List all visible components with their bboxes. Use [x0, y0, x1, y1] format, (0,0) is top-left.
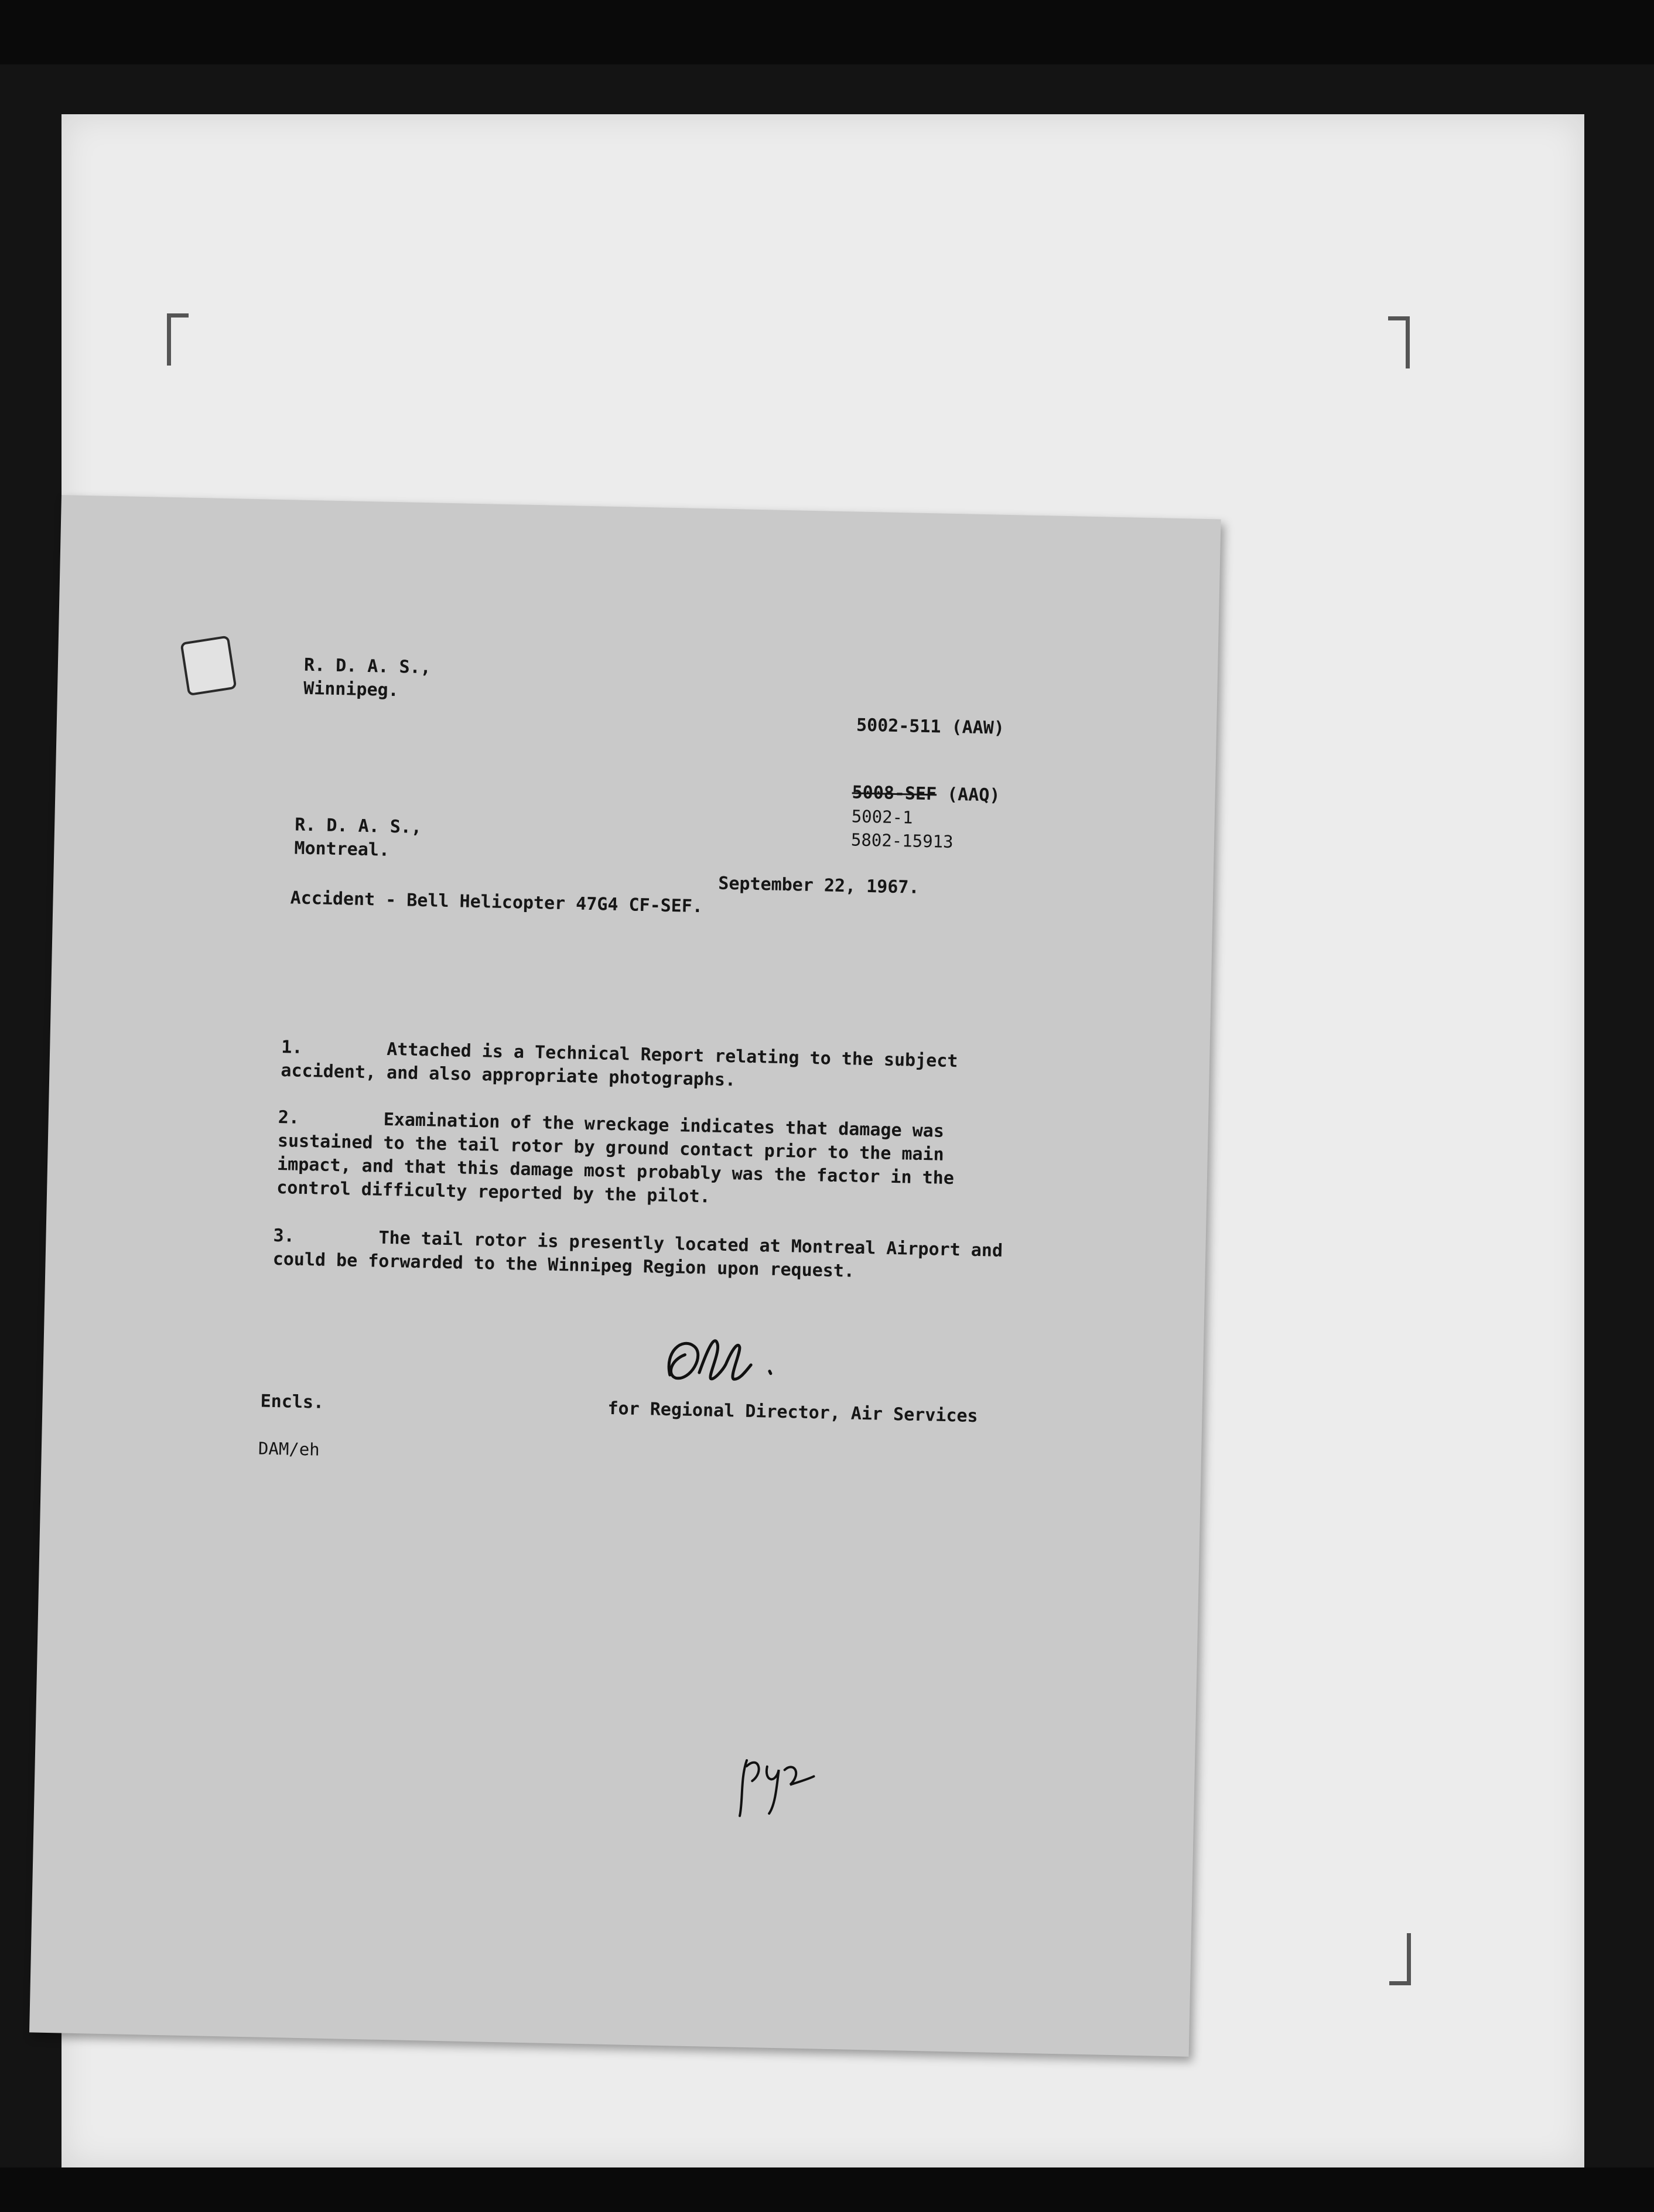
- file-reference-3: 5002-1: [851, 806, 913, 828]
- handwritten-page-notation: [734, 1749, 823, 1821]
- file-reference-1: 5002-511 (AAW): [856, 715, 1005, 739]
- letter-subject: Accident - Bell Helicopter 47G4 CF-SEF.: [290, 887, 703, 917]
- paragraph-2-number: 2.: [278, 1107, 300, 1128]
- crop-mark-top-right: [1388, 316, 1410, 368]
- film-border-bottom: [0, 2167, 1654, 2212]
- file-reference-4: 5802-15913: [850, 830, 954, 852]
- paragraph-3: [272, 1224, 1005, 1286]
- paragraph-2: [276, 1106, 1010, 1215]
- paper-clip-mark: [180, 635, 237, 696]
- paragraph-1-number: 1.: [281, 1037, 303, 1058]
- crop-mark-bottom-right: [1389, 1933, 1411, 1985]
- file-reference-2-struck: 5008-SEF: [852, 782, 937, 805]
- file-reference-2-suffix: (AAQ): [936, 784, 1000, 806]
- crop-mark-top-left: [167, 313, 189, 366]
- paragraph-3-number: 3.: [273, 1225, 295, 1247]
- signed-for-line: for Regional Director, Air Services: [607, 1398, 978, 1427]
- enclosures-label: Encls.: [260, 1391, 324, 1413]
- signature: [658, 1328, 788, 1395]
- typist-initials: DAM/eh: [258, 1438, 320, 1460]
- paragraph-2-text: Examination of the wreckage indicates that damage was sustained to the tail rotor by ground contact prior to the main impact, and that this damage most probably was the factor in the control difficulty reported by the pilot.: [276, 1109, 955, 1207]
- file-reference-2: [852, 781, 1000, 807]
- letter-page: [29, 495, 1221, 2057]
- to-address-line1: R. D. A. S.,: [294, 814, 422, 838]
- film-border-top: [0, 0, 1654, 64]
- to-address-line2: Montreal.: [294, 838, 390, 861]
- from-address-line2: Winnipeg.: [303, 678, 399, 701]
- letter-date: September 22, 1967.: [717, 873, 920, 898]
- paragraph-3-text: The tail rotor is presently located at Montreal Airport and could be forwarded to the Winnipeg Region upon request.: [272, 1227, 1003, 1282]
- from-address-line1: R. D. A. S.,: [303, 654, 432, 678]
- paragraph-1-text: Attached is a Technical Report relating to the subject accident, and also appropriate photographs.: [281, 1039, 958, 1091]
- paragraph-1: [281, 1036, 1013, 1098]
